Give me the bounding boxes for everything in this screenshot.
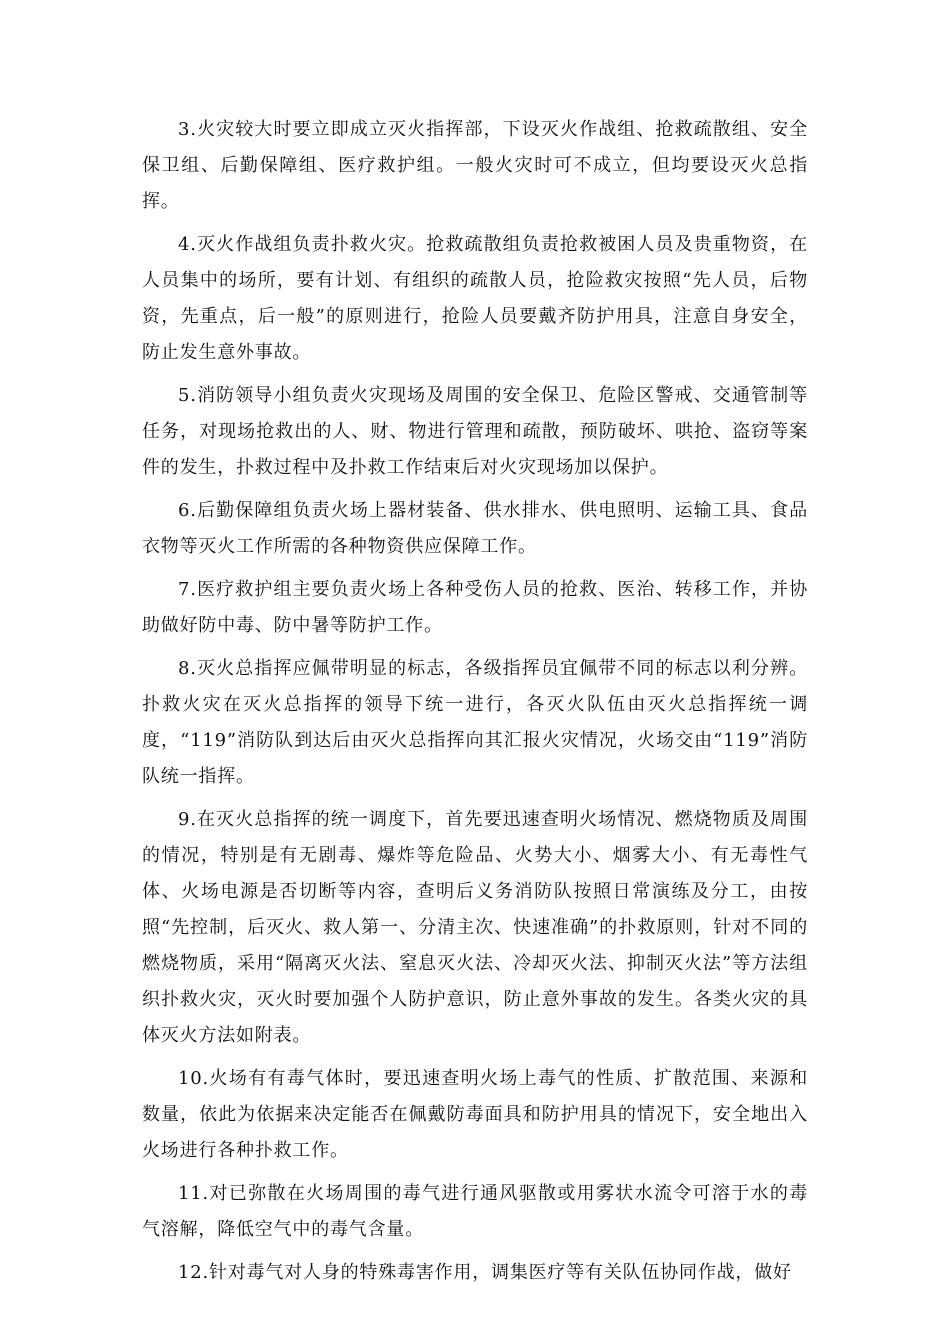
paragraph-item-9: 9.在灭火总指挥的统一调度下，首先要迅速查明火场情况、燃烧物质及周围的情况，特别是有无剧毒、爆炸等危险品、火势大小、烟雾大小、有无毒性气体、火场电源是否切断等内容，查明后义务消防队按照日常演练及分工，由按照“先控制，后灭火、救人第一、分清主次、快速准确”的扑救原则，针对不同的燃烧物质，采用“隔离灭火法、窒息灭火法、冷却灭火法、抑制灭火法”等方法组织扑救火灾，灭火时要加强个人防护意识，防止意外事故的发生。各类火灾的具体灭火方法如附表。 — [142, 809, 808, 1046]
paragraph-item-11: 11.对已弥散在火场周围的毒气进行通风驱散或用雾状水流令可溶于水的毒气溶解，降低空气中的毒气含量。 — [142, 1183, 808, 1240]
paragraph-item-12: 12.针对毒气对人身的特殊毒害作用，调集医疗等有关队伍协同作战，做好 — [178, 1262, 792, 1283]
paragraph-item-3: 3.火灾较大时要立即成立灭火指挥部，下设灭火作战组、抢救疏散组、安全保卫组、后勤保障组、医疗救护组。一般火灾时可不成立，但均要设灭火总指挥。 — [142, 119, 808, 212]
paragraph-item-10: 10.火场有有毒气体时，要迅速查明火场上毒气的性质、扩散范围、来源和数量，依此为依据来决定能否在佩戴防毒面具和防护用具的情况下，安全地出入火场进行各种扑救工作。 — [142, 1068, 808, 1161]
paragraph-item-7: 7.医疗救护组主要负责火场上各种受伤人员的抢救、医治、转移工作，并协助做好防中毒、防中暑等防护工作。 — [142, 579, 808, 636]
paragraph-item-6: 6.后勤保障组负责火场上器材装备、供水排水、供电照明、运输工具、食品衣物等灭火工作所需的各种物资供应保障工作。 — [142, 500, 808, 557]
paragraph-item-4: 4.灭火作战组负责扑救火灾。抢救疏散组负责抢救被困人员及贵重物资，在人员集中的场所，要有计划、有组织的疏散人员，抢险救灾按照“先人员，后物资，先重点，后一般”的原则进行，抢险人员要戴齐防护用具，注意自身安全，防止发生意外事故。 — [142, 234, 808, 363]
paragraph-item-5: 5.消防领导小组负责火灾现场及周围的安全保卫、危险区警戒、交通管制等任务，对现场抢救出的人、财、物进行管理和疏散，预防破坏、哄抢、盗窃等案件的发生，扑救过程中及扑救工作结束后对火灾现场加以保护。 — [142, 385, 808, 478]
paragraph-item-8: 8.灭火总指挥应佩带明显的标志，各级指挥员宜佩带不同的标志以利分辨。扑救火灾在灭火总指挥的领导下统一进行，各灭火队伍由灭火总指挥统一调度，“119”消防队到达后由灭火总指挥向其汇报火灾情况，火场交由“119”消防队统一指挥。 — [142, 658, 808, 787]
